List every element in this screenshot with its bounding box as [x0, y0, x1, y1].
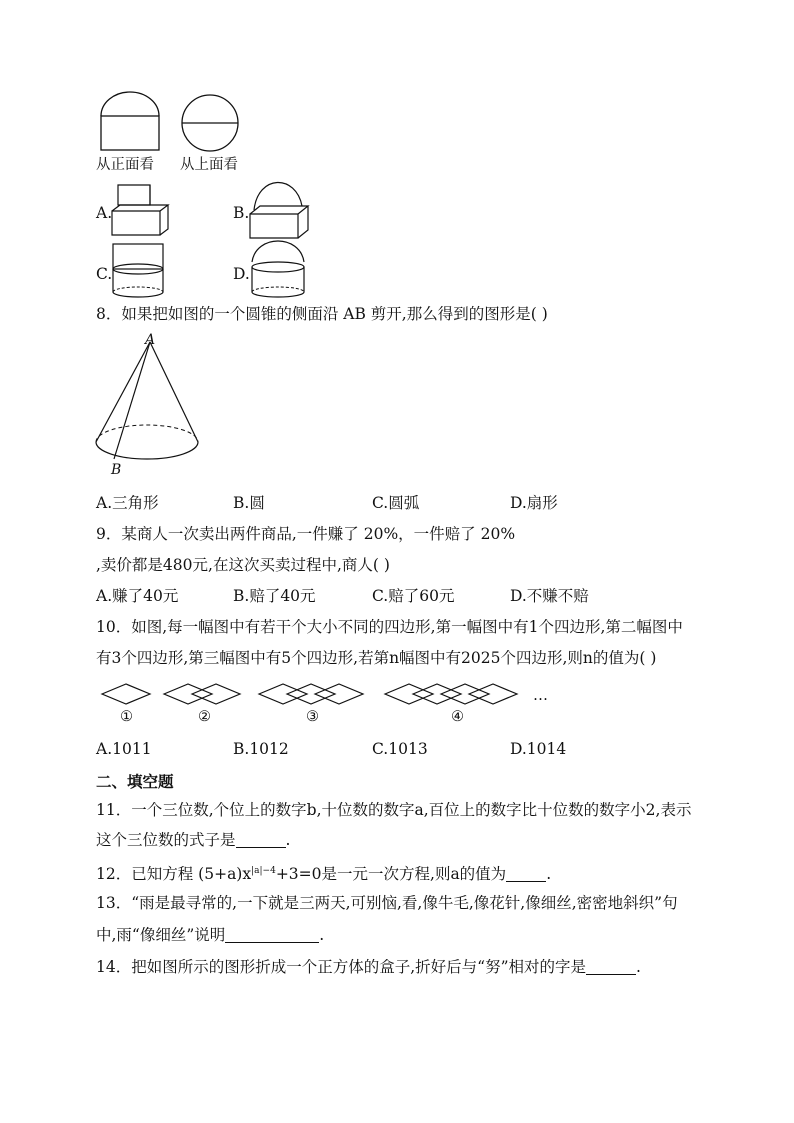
q12-prefix: 12．已知方程 [96, 865, 194, 884]
q10-stem-line1: 10．如图,每一幅图中有若干个大小不同的四边形,第一幅图中有1个四边形,第二幅图中 [96, 618, 683, 636]
q13-line2-text: 中,雨“像细丝”说明 [96, 926, 226, 944]
q7-option-a-label[interactable]: A. [96, 204, 113, 222]
q10-option-c[interactable]: C.1013 [372, 740, 428, 758]
q7-option-b-label[interactable]: B. [233, 204, 250, 222]
q10-option-b[interactable]: B.1012 [233, 740, 289, 758]
q7-option-a-figure [110, 183, 170, 238]
cone-label-a: A [145, 332, 156, 348]
rhombus-figure-3 [257, 682, 373, 706]
q11-line2 [96, 830, 290, 850]
rhombus-figure-2 [162, 682, 248, 706]
q10-figure-label-3: ③ [306, 709, 319, 725]
front-view-caption: 从正面看 [96, 157, 154, 173]
q12-period: . [546, 865, 552, 884]
q14-line [96, 957, 641, 977]
q10-figure-label-4: ④ [451, 709, 464, 725]
q11-line1: 11．一个三位数,个位上的数字b,十位数的数字a,百位上的数字比十位数的数字小2,表示 [96, 801, 692, 819]
q13-period: . [319, 926, 325, 944]
q7-option-c-label[interactable]: C. [96, 265, 113, 283]
q8-option-b[interactable]: B.圆 [233, 494, 265, 512]
q12-equation-tail: +3=0 [275, 865, 322, 884]
q12-answer-blank[interactable] [506, 865, 546, 882]
q9-stem-line2: ,卖价都是480元,在这次买卖过程中,商人( ) [96, 556, 390, 574]
q7-option-b-figure [248, 180, 310, 240]
front-view-figure [98, 94, 162, 152]
q12-line [96, 861, 551, 884]
q9-option-d[interactable]: D.不赚不赔 [510, 587, 589, 605]
q10-option-d[interactable]: D.1014 [510, 740, 567, 758]
q10-figure-label-1: ① [120, 709, 133, 725]
q14-period: . [636, 958, 641, 976]
q10-option-a[interactable]: A.1011 [96, 740, 152, 758]
q7-option-d-label[interactable]: D. [233, 265, 250, 283]
top-view-figure [179, 94, 241, 154]
cone-label-b: B [111, 462, 122, 478]
rhombus-figure-4 [383, 682, 529, 706]
q9-option-c[interactable]: C.赔了60元 [372, 587, 455, 605]
q12-suffix: 是一元一次方程,则a的值为 [321, 865, 507, 884]
q7-option-d-figure [248, 240, 308, 302]
q10-figure-label-2: ② [198, 709, 211, 725]
q10-ellipsis: … [533, 686, 548, 704]
q11-answer-blank[interactable] [236, 831, 286, 848]
q14-text: 14．把如图所示的图形折成一个正方体的盒子,折好后与“努”相对的字是 [96, 958, 587, 976]
q8-option-d[interactable]: D.扇形 [510, 494, 558, 512]
q12-equation-exponent: |a|−4 [251, 866, 276, 876]
q13-line2 [96, 925, 324, 945]
q9-option-a[interactable]: A.赚了40元 [96, 587, 179, 605]
q10-stem-line2: 有3个四边形,第三幅图中有5个四边形,若第n幅图中有2025个四边形,则n的值为( ) [96, 649, 657, 667]
cone-figure [92, 332, 212, 480]
rhombus-figure-1 [100, 682, 154, 706]
q13-answer-blank[interactable] [225, 926, 319, 943]
q8-option-a[interactable]: A.三角形 [96, 494, 159, 512]
q8-stem: 8．如果把如图的一个圆锥的侧面沿 AB 剪开,那么得到的图形是( ) [96, 305, 548, 323]
q14-answer-blank[interactable] [586, 958, 636, 975]
q12-equation-main: (5+a)x [198, 865, 252, 884]
q9-option-b[interactable]: B.赔了40元 [233, 587, 316, 605]
q11-line2-text: 这个三位数的式子是 [96, 831, 236, 849]
section-heading: 二、填空题 [96, 772, 174, 791]
q9-stem-line1: 9．某商人一次卖出两件商品,一件赚了 20%，一件赔了 20% [96, 525, 516, 543]
q11-period: . [285, 831, 291, 849]
q8-option-c[interactable]: C.圆弧 [372, 494, 420, 512]
q7-option-c-figure [110, 242, 166, 300]
q13-line1: 13．“雨是最寻常的,一下就是三两天,可别恼,看,像牛毛,像花针,像细丝,密密地斜织”句 [96, 894, 678, 912]
top-view-caption: 从上面看 [180, 157, 238, 173]
